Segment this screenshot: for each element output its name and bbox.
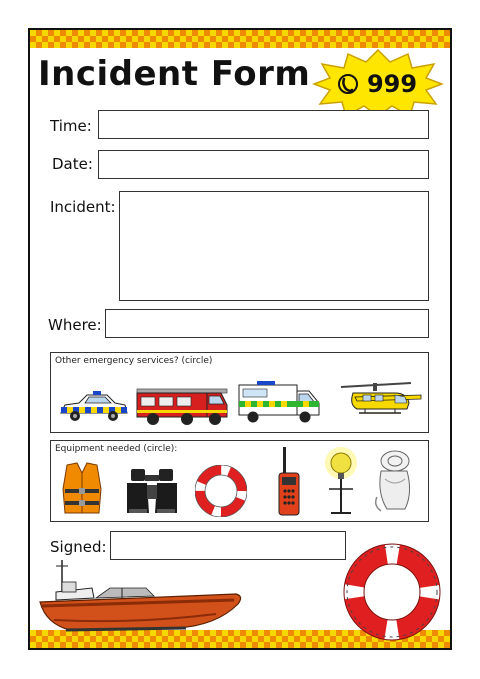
date-field[interactable] bbox=[98, 150, 429, 179]
rescue-helicopter-icon[interactable] bbox=[335, 379, 425, 427]
large-lifebuoy-illustration bbox=[342, 542, 442, 642]
beacon-light-icon[interactable] bbox=[321, 445, 361, 519]
inflatable-buoy-icon[interactable] bbox=[371, 447, 417, 517]
binoculars-icon[interactable] bbox=[125, 465, 179, 517]
incident-field[interactable] bbox=[119, 191, 429, 301]
incident-form-sheet bbox=[28, 28, 452, 650]
emergency-number: 999 bbox=[366, 70, 418, 98]
police-car-icon[interactable] bbox=[57, 387, 131, 427]
equipment-panel-label: Equipment needed (circle): bbox=[55, 444, 178, 454]
emergency-services-panel bbox=[50, 352, 429, 433]
incident-label: Incident: bbox=[50, 198, 116, 216]
form-title: Incident Form bbox=[38, 54, 311, 94]
life-jacket-icon[interactable] bbox=[59, 459, 105, 517]
signature-field[interactable] bbox=[110, 531, 346, 560]
time-field[interactable] bbox=[98, 110, 429, 139]
services-panel-label: Other emergency services? (circle) bbox=[55, 356, 213, 366]
lifeboat-illustration bbox=[36, 558, 246, 634]
time-label: Time: bbox=[50, 117, 92, 135]
emergency-999-badge bbox=[312, 48, 444, 118]
lifebuoy-icon[interactable] bbox=[195, 465, 247, 517]
fire-engine-icon[interactable] bbox=[135, 383, 229, 427]
where-label: Where: bbox=[48, 316, 102, 334]
date-label: Date: bbox=[52, 155, 93, 173]
top-checker-border bbox=[30, 30, 450, 48]
where-field[interactable] bbox=[105, 309, 429, 338]
ambulance-icon[interactable] bbox=[237, 379, 321, 427]
equipment-panel bbox=[50, 440, 429, 522]
signed-label: Signed: bbox=[50, 538, 107, 556]
radio-icon[interactable] bbox=[277, 445, 301, 517]
